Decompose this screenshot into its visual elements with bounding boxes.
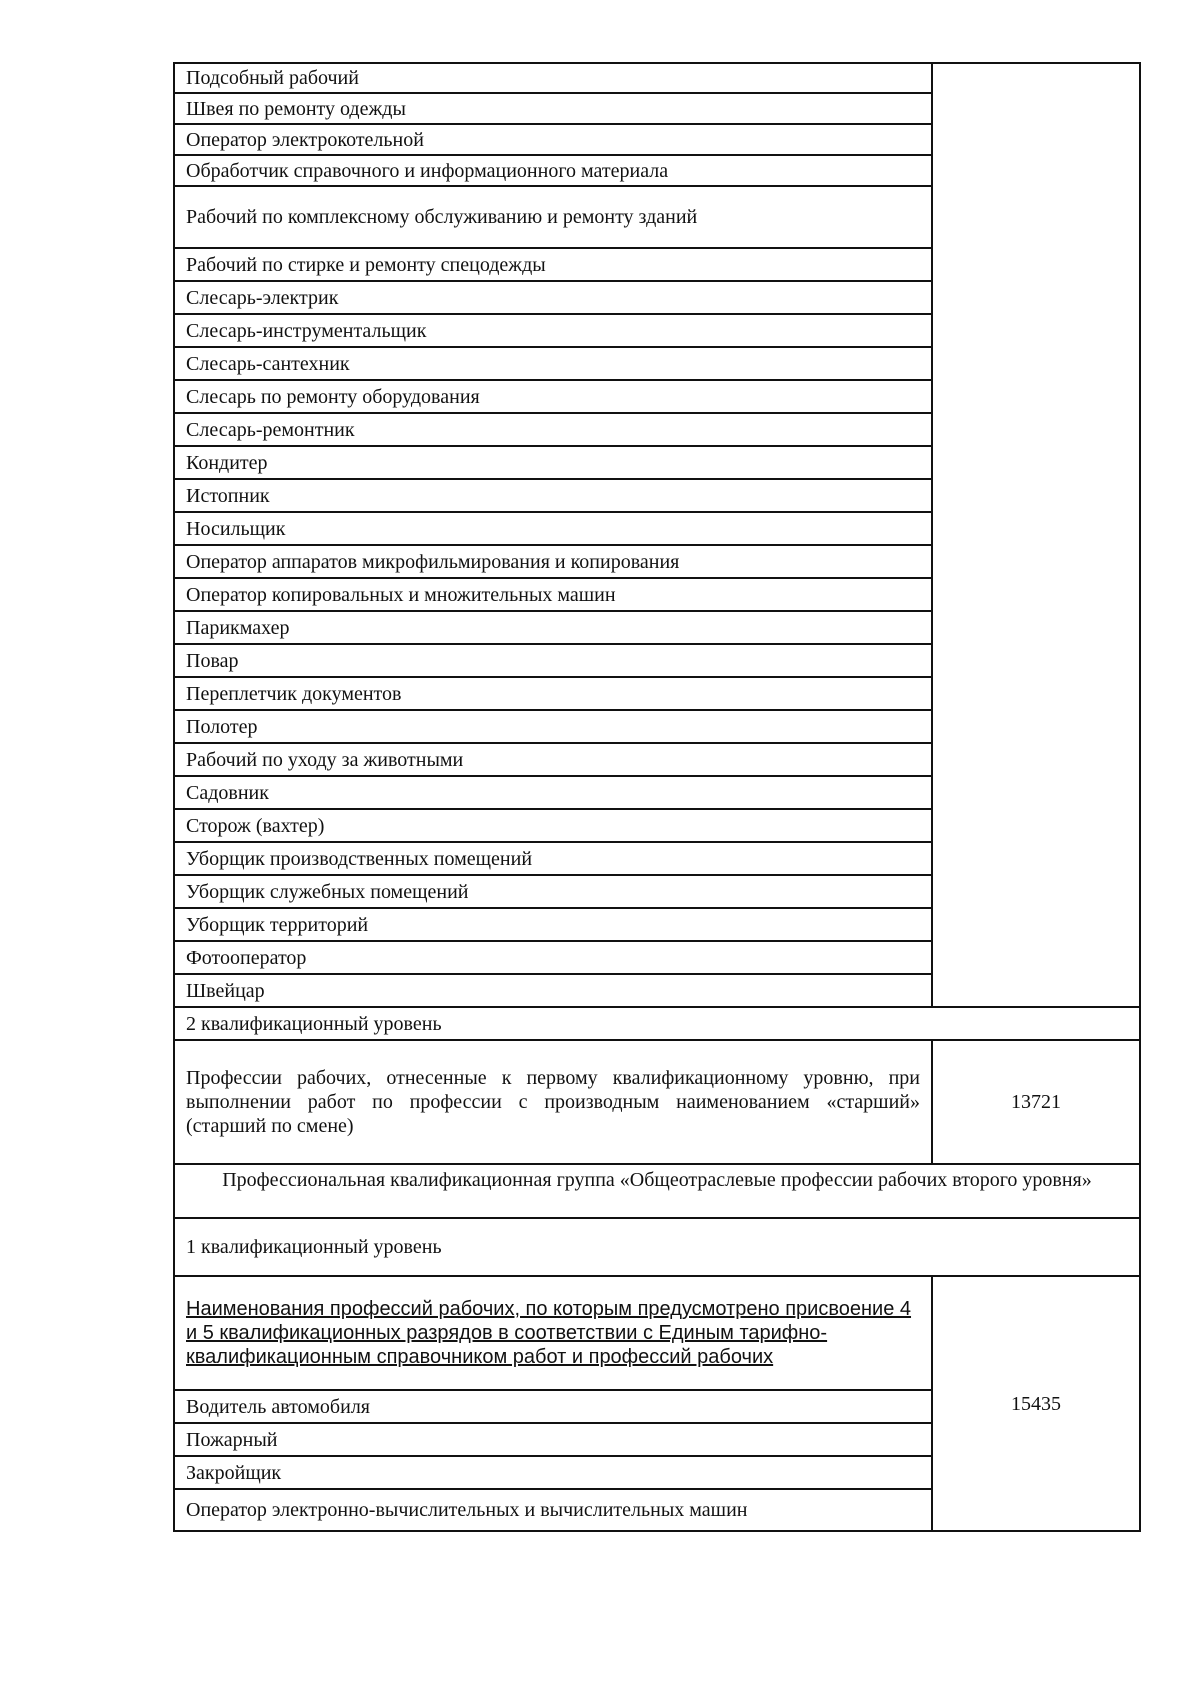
- level2-row: [174, 1040, 1140, 1164]
- group2-level1-label: 1 квалификационный уровень: [174, 1218, 1140, 1276]
- profession-cell: Подсобный рабочий: [174, 63, 932, 93]
- profession-cell: Рабочий по стирке и ремонту спецодежды: [174, 248, 932, 281]
- profession-cell: Уборщик территорий: [174, 908, 932, 941]
- profession-cell: Истопник: [174, 479, 932, 512]
- profession-cell: Слесарь-инструментальщик: [174, 314, 932, 347]
- profession-cell: Швея по ремонту одежды: [174, 93, 932, 124]
- level2-label: 2 квалификационный уровень: [174, 1007, 1140, 1040]
- group2-intro-text: Наименования профессий рабочих, по которым предусмотрено присвоение 4 и 5 квалификационных разрядов в соответствии с Единым тарифно-квалификационным справочником работ и профессий рабочих: [186, 1298, 912, 1368]
- profession-cell: Рабочий по уходу за животными: [174, 743, 932, 776]
- profession-cell: Оператор электронно-вычислительных и вычислительных машин: [174, 1489, 932, 1531]
- profession-cell: Водитель автомобиля: [174, 1390, 932, 1423]
- profession-cell: Слесарь-сантехник: [174, 347, 932, 380]
- group1-code-cell: [932, 63, 1140, 1007]
- profession-cell: Носильщик: [174, 512, 932, 545]
- profession-cell: Переплетчик документов: [174, 677, 932, 710]
- group2-intro: [174, 1276, 932, 1390]
- profession-cell: Кондитер: [174, 446, 932, 479]
- profession-cell: Сторож (вахтер): [174, 809, 932, 842]
- profession-cell: Закройщик: [174, 1456, 932, 1489]
- profession-cell: Рабочий по комплексному обслуживанию и ремонту зданий: [174, 186, 932, 248]
- level2-description: Профессии рабочих, отнесенные к первому квалификационному уровню, при выполнении работ по профессии с производным наименованием «старший» (старший по смене): [174, 1040, 932, 1164]
- profession-cell: Повар: [174, 644, 932, 677]
- profession-cell: Пожарный: [174, 1423, 932, 1456]
- profession-cell: Парикмахер: [174, 611, 932, 644]
- group2-level1-row: [174, 1218, 1140, 1276]
- salary-table: [173, 62, 1141, 1532]
- profession-cell: Слесарь-ремонтник: [174, 413, 932, 446]
- profession-cell: Фотооператор: [174, 941, 932, 974]
- profession-cell: Слесарь по ремонту оборудования: [174, 380, 932, 413]
- profession-cell: Оператор копировальных и множительных машин: [174, 578, 932, 611]
- level2-label-row: [174, 1007, 1140, 1040]
- profession-cell: Оператор электрокотельной: [174, 124, 932, 155]
- profession-cell: Полотер: [174, 710, 932, 743]
- table-body: [174, 63, 1140, 1531]
- group2-title: Профессиональная квалификационная группа «Общеотраслевые профессии рабочих второго уровня»: [174, 1164, 1140, 1218]
- profession-cell: Садовник: [174, 776, 932, 809]
- profession-cell: Слесарь-электрик: [174, 281, 932, 314]
- level2-code: 13721: [932, 1040, 1140, 1164]
- profession-cell: Обработчик справочного и информационного материала: [174, 155, 932, 186]
- group2-title-row: [174, 1164, 1140, 1218]
- profession-cell: Уборщик производственных помещений: [174, 842, 932, 875]
- table-row: [174, 63, 1140, 93]
- group2-intro-row: [174, 1276, 1140, 1390]
- profession-cell: Уборщик служебных помещений: [174, 875, 932, 908]
- group2-code: 15435: [932, 1276, 1140, 1531]
- profession-cell: Швейцар: [174, 974, 932, 1007]
- profession-cell: Оператор аппаратов микрофильмирования и копирования: [174, 545, 932, 578]
